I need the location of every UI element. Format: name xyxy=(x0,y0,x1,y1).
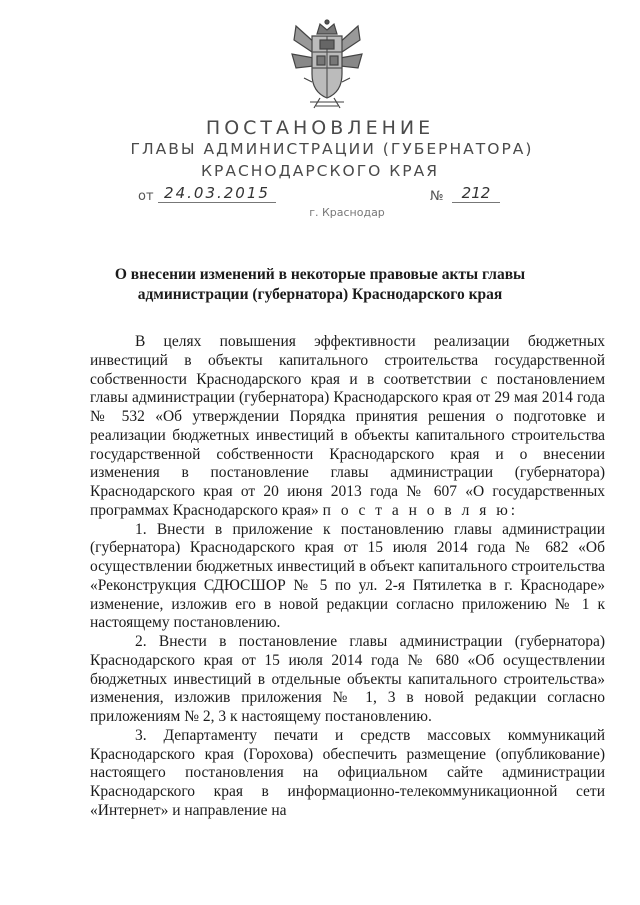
intro-text: В целях повышения эффективности реализации бюджетных инвестиций в объекты капитального строительства государственной собственности Краснодарского края и в соответствии с постановлением главы администрации (губернатора) Краснодарского края от 29 мая 2014 года № 532 «Об утверждении Порядка принятия решения о подготовке и реализации бюджетных инвестиций в объекты капитального строительства государственной собственности Краснодарского края и о внесении изменения в постановление главы администрации (губернатора) Краснодарского края от 20 июня 2013 года № 607 «О государственных программах Краснодарского края» xyxy=(90,333,605,519)
item-3-paragraph: 3. Департаменту печати и средств массовых коммуникаций Краснодарского края (Горохова) обеспечить размещение (опубликование) настоящего постановления на официальном сайте администрации Краснодарского края в информационно-телекоммуникационной сети «Интернет» и направление на xyxy=(90,726,605,819)
krasnodar-coat-of-arms-emblem xyxy=(290,18,364,110)
item-1-paragraph: 1. Внести в приложение к постановлению главы администрации (губернатора) Краснодарского края от 15 июля 2014 года № 682 «Об осуществлении бюджетных инвестиций в объект капитального строительства «Реконструкция СДЮСШОР № 5 по ул. 2-я Пятилетка в г. Краснодаре» изменение, изложив его в новой редакции согласно приложению № 1 к настоящему постановлению. xyxy=(90,520,605,632)
document-body xyxy=(90,333,605,821)
item-2-paragraph: 2. Внести в постановление главы администрации (губернатора) Краснодарского края от 15 июля 2014 года № 680 «Об осуществлении бюджетных инвестиций в отдельные объекты капитального строительства» изменения, изложив приложения № 1, 3 в новой редакции согласно приложениям № 2, 3 к настоящему постановлению. xyxy=(90,633,605,725)
document-type-heading: ПОСТАНОВЛЕНИЕ xyxy=(205,117,435,139)
region-heading: КРАСНОДАРСКОГО КРАЯ xyxy=(200,162,440,180)
date-prefix: от xyxy=(138,189,154,204)
document-date: 24.03.2015 xyxy=(158,184,276,203)
intro-paragraph xyxy=(90,333,605,521)
document-title: О внесении изменений в некоторые правовые акты главы администрации (губернатора) Краснодарского края xyxy=(114,266,526,303)
number-prefix: № xyxy=(430,189,444,204)
document-number: 212 xyxy=(452,184,500,203)
decree-word: п о с т а н о в л я ю: xyxy=(322,501,519,519)
city-name: г. Краснодар xyxy=(309,206,385,219)
issuer-heading: ГЛАВЫ АДМИНИСТРАЦИИ (ГУБЕРНАТОРА) xyxy=(130,140,534,158)
